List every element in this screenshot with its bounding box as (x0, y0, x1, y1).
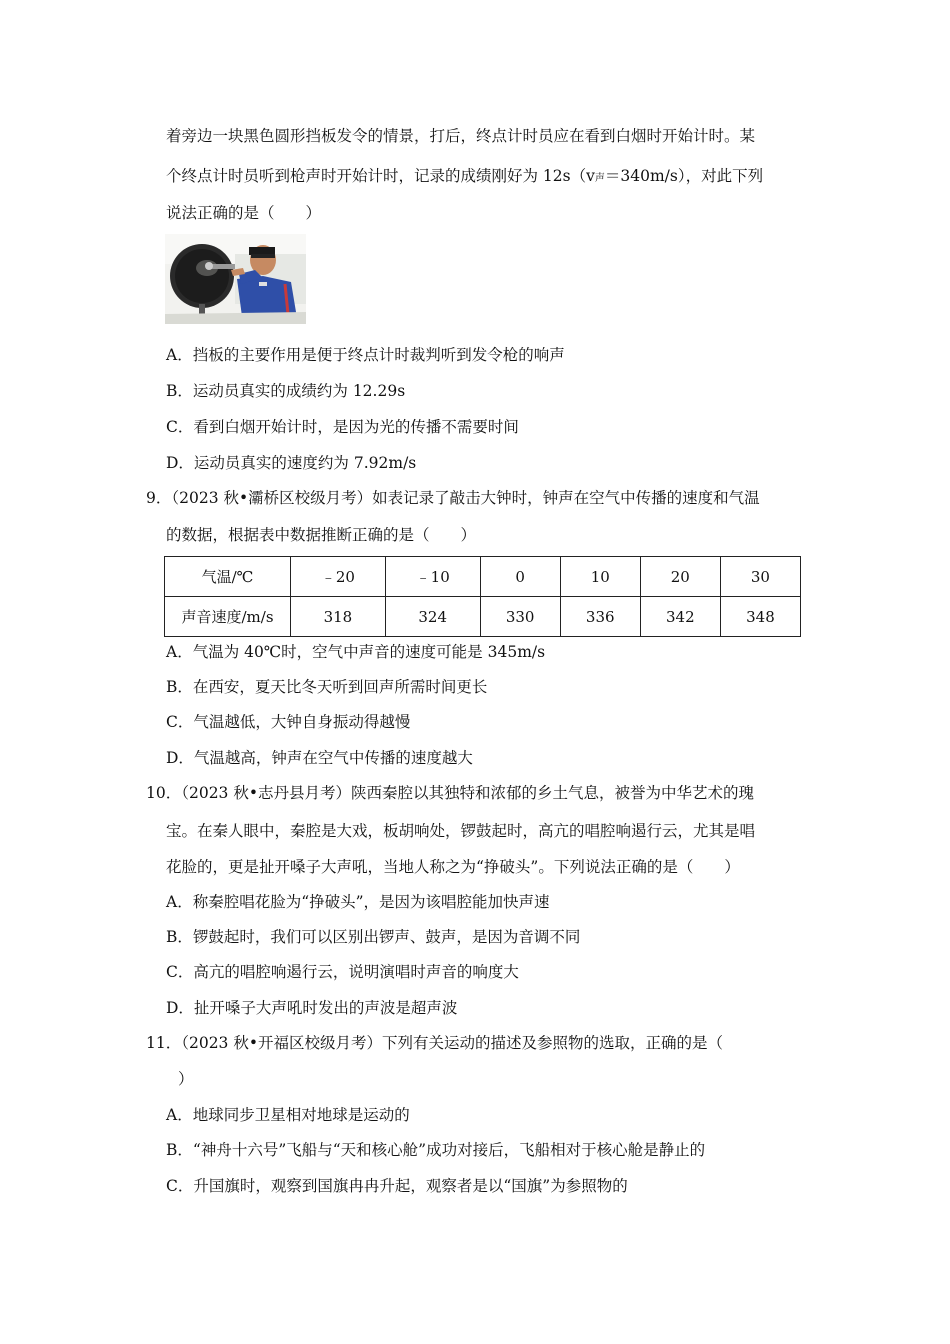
q9-option-c[interactable]: C．气温越低，大钟自身振动得越慢 (166, 713, 411, 731)
table-cell: 348 (720, 597, 800, 637)
q10-option-b[interactable]: B．锣鼓起时，我们可以区别出锣声、鼓声，是因为音调不同 (166, 928, 581, 946)
q11-option-b[interactable]: B．“神舟十六号”飞船与“天和核心舱”成功对接后，飞船相对于核心舱是静止的 (166, 1141, 706, 1159)
q8-stem-line-2-b: ＝340m/s），对此下列 (604, 167, 764, 185)
table-cell: 336 (560, 597, 640, 637)
table-cell: 330 (480, 597, 560, 637)
q11-stem-line-2: ） (178, 1070, 194, 1088)
table-header-cell: 声音速度/m/s (165, 597, 291, 637)
table-cell: ﹣20 (291, 557, 386, 597)
table-row (165, 557, 801, 597)
q8-option-d[interactable]: D．运动员真实的速度约为 7.92m/s (166, 454, 417, 472)
q8-option-a[interactable]: A．挡板的主要作用是便于终点计时裁判听到发令枪的响声 (166, 346, 565, 364)
q8-stem-line-2-a: 个终点计时员听到枪声时开始计时，记录的成绩刚好为 12s（v (166, 167, 595, 185)
q11-option-c[interactable]: C．升国旗时，观察到国旗冉冉升起，观察者是以“国旗”为参照物的 (166, 1177, 628, 1195)
q11-stem-line-1: 11．（2023 秋•开福区校级月考）下列有关运动的描述及参照物的选取，正确的是（ (146, 1034, 723, 1052)
table-cell: 324 (385, 597, 480, 637)
q9-option-d[interactable]: D．气温越高，钟声在空气中传播的速度越大 (166, 749, 473, 767)
q10-stem-line-1: 10．（2023 秋•志丹县月考）陕西秦腔以其独特和浓郁的乡土气息，被誉为中华艺术的瑰 (146, 784, 754, 802)
starter-gun-photo (165, 234, 306, 324)
table-cell: 342 (640, 597, 720, 637)
table-header-cell: 气温/℃ (165, 557, 291, 597)
q10-option-c[interactable]: C．高亢的唱腔响遏行云，说明演唱时声音的响度大 (166, 963, 519, 981)
q10-stem-line-2: 宝。在秦人眼中，秦腔是大戏，板胡响处，锣鼓起时，高亢的唱腔响遏行云，尤其是唱 (166, 822, 756, 840)
q9-option-a[interactable]: A．气温为 40℃时，空气中声音的速度可能是 345m/s (166, 643, 546, 661)
table-cell: 318 (291, 597, 386, 637)
q9-stem-line-1: 9．（2023 秋•灞桥区校级月考）如表记录了敲击大钟时，钟声在空气中传播的速度和气温 (146, 489, 760, 507)
q8-option-b[interactable]: B．运动员真实的成绩约为 12.29s (166, 382, 406, 400)
q8-option-c[interactable]: C．看到白烟开始计时，是因为光的传播不需要时间 (166, 418, 519, 436)
q10-option-a[interactable]: A．称秦腔唱花脸为“挣破头”，是因为该唱腔能加快声速 (166, 893, 550, 911)
q8-stem-line-3: 说法正确的是（ ） (166, 204, 322, 222)
table-cell: 10 (560, 557, 640, 597)
table-row (165, 597, 801, 637)
q11-option-a[interactable]: A．地球同步卫星相对地球是运动的 (166, 1106, 410, 1124)
table-cell: 20 (640, 557, 720, 597)
table-cell: 30 (720, 557, 800, 597)
q8-stem-line-1: 着旁边一块黑色圆形挡板发令的情景，打后，终点计时员应在看到白烟时开始计时。某 (166, 127, 756, 145)
temperature-speed-table (164, 556, 801, 637)
table-cell: ﹣10 (385, 557, 480, 597)
q10-stem-line-3: 花脸的，更是扯开嗓子大声吼，当地人称之为“挣破头”。下列说法正确的是（ ） (166, 858, 740, 876)
q10-option-d[interactable]: D．扯开嗓子大声吼时发出的声波是超声波 (166, 999, 458, 1017)
table-cell: 0 (480, 557, 560, 597)
q9-option-b[interactable]: B．在西安，夏天比冬天听到回声所需时间更长 (166, 678, 488, 696)
q8-subscript: 声 (594, 173, 605, 184)
q9-stem-line-2: 的数据，根据表中数据推断正确的是（ ） (166, 526, 477, 544)
q8-stem-line-2 (166, 166, 763, 189)
